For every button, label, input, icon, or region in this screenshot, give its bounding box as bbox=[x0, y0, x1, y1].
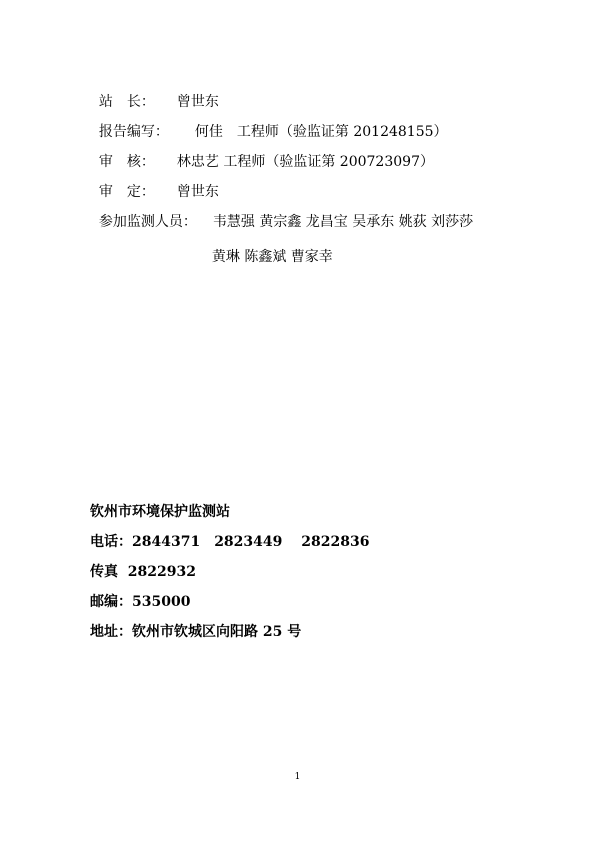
reviewer-name: 林忠艺 工程师（验监证第 200723097） bbox=[176, 154, 434, 170]
approver-name: 曾世东 bbox=[176, 184, 219, 200]
station-head-label: 站 长： bbox=[98, 94, 155, 110]
participants-label: 参加监测人员： bbox=[98, 214, 197, 230]
fax-line: 传真 2822932 bbox=[90, 564, 196, 580]
participants-names-line1: 韦慧强 黄宗鑫 龙昌宝 吴承东 姚荻 刘莎莎 bbox=[212, 214, 474, 230]
approver-label: 审 定： bbox=[98, 184, 155, 200]
page-number: 1 bbox=[294, 772, 301, 782]
report-author-label: 报告编写： bbox=[98, 124, 169, 140]
postcode-line: 邮编：535000 bbox=[90, 594, 191, 610]
participants-names-line2: 黄琳 陈鑫斌 曹家幸 bbox=[211, 249, 333, 265]
participants-row-continued bbox=[203, 230, 333, 266]
address-line: 地址：钦州市钦城区向阳路 25 号 bbox=[90, 624, 302, 640]
phone-line: 电话：2844371 2823449 2822836 bbox=[90, 534, 370, 550]
participants-row bbox=[90, 195, 473, 231]
report-author-name: 何佳 工程师（验监证第 201248155） bbox=[194, 124, 448, 140]
reviewer-label: 审 核： bbox=[98, 154, 155, 170]
station-head-name: 曾世东 bbox=[176, 94, 219, 110]
organization-name: 钦州市环境保护监测站 bbox=[90, 504, 230, 520]
